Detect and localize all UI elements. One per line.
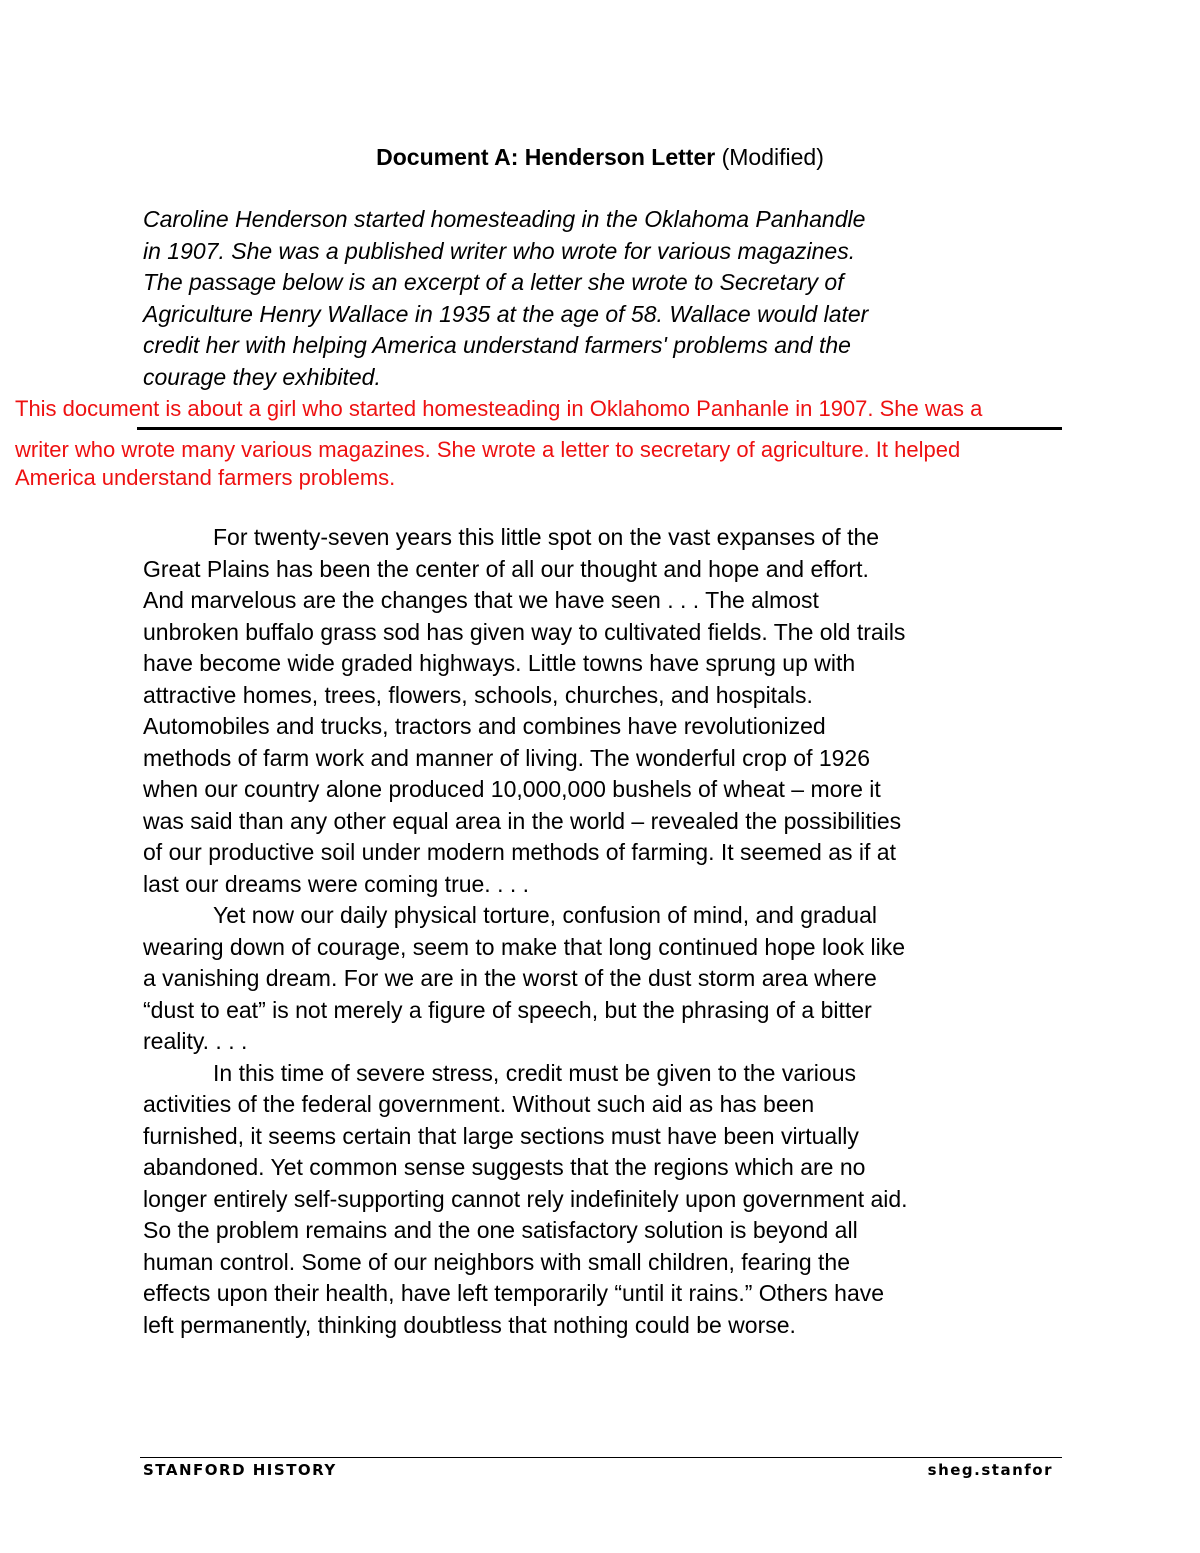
letter-line: unbroken buffalo grass sod has given way to cultivated fields. The old trails bbox=[143, 618, 906, 645]
letter-line: longer entirely self-supporting cannot rely indefinitely upon government aid. bbox=[143, 1185, 908, 1212]
letter-line: was said than any other equal area in the world – revealed the possibilities bbox=[143, 807, 902, 834]
letter-line: abandoned. Yet common sense suggests that the regions which are no bbox=[143, 1154, 866, 1180]
title-main: Document A: Henderson Letter bbox=[376, 144, 716, 170]
intro-line: credit her with helping America understand farmers' problems and the bbox=[143, 332, 851, 358]
letter-line: last our dreams were coming true. . . . bbox=[143, 870, 530, 897]
intro-line: courage they exhibited. bbox=[143, 363, 381, 390]
letter-line: Automobiles and trucks, tractors and combines have revolutionized bbox=[143, 713, 826, 739]
letter-line: In this time of severe stress, credit must be given to the various bbox=[213, 1059, 857, 1086]
letter-line: For twenty-seven years this little spot on the vast expanses of the bbox=[213, 524, 880, 550]
letter-line: Yet now our daily physical torture, confusion of mind, and gradual bbox=[213, 902, 877, 928]
letter-paragraph-2 bbox=[143, 900, 1063, 1058]
letter-excerpt bbox=[143, 522, 1063, 1341]
letter-line: when our country alone produced 10,000,000 bushels of wheat – more it bbox=[143, 776, 881, 802]
letter-line: left permanently, thinking doubtless that nothing could be worse. bbox=[143, 1311, 796, 1338]
footer-divider bbox=[140, 1457, 1062, 1458]
intro-line: Caroline Henderson started homesteading in the Oklahoma Panhandle bbox=[143, 206, 866, 232]
letter-line: wearing down of courage, seem to make that long continued hope look like bbox=[143, 933, 906, 960]
footer-left-label: STANFORD HISTORY bbox=[143, 1461, 337, 1479]
letter-line: furnished, it seems certain that large sections must have been virtually bbox=[143, 1122, 859, 1149]
annotation-line-2: writer who wrote many various magazines. She wrote a letter to secretary of agriculture. It helped bbox=[15, 437, 961, 462]
letter-paragraph-3 bbox=[143, 1058, 1063, 1342]
letter-line: Great Plains has been the center of all our thought and hope and effort. bbox=[143, 555, 869, 582]
document-title bbox=[0, 142, 1200, 172]
letter-line: human control. Some of our neighbors with small children, fearing the bbox=[143, 1248, 850, 1275]
letter-line: a vanishing dream. For we are in the worst of the dust storm area where bbox=[143, 965, 877, 991]
title-suffix: (Modified) bbox=[721, 144, 824, 170]
letter-line: “dust to eat” is not merely a figure of speech, but the phrasing of a bitter bbox=[143, 996, 872, 1023]
intro-line: Agriculture Henry Wallace in 1935 at the age of 58. Wallace would later bbox=[143, 300, 869, 327]
letter-line: have become wide graded highways. Little towns have sprung up with bbox=[143, 650, 856, 676]
letter-line: activities of the federal government. Without such aid as has been bbox=[143, 1091, 815, 1117]
letter-line: And marvelous are the changes that we have seen . . . The almost bbox=[143, 587, 819, 613]
intro-line: in 1907. She was a published writer who wrote for various magazines. bbox=[143, 237, 856, 264]
annotation-line-3: America understand farmers problems. bbox=[15, 465, 396, 490]
letter-line: reality. . . . bbox=[143, 1028, 248, 1054]
letter-paragraph-1 bbox=[143, 522, 1063, 900]
divider-line bbox=[137, 427, 1062, 430]
letter-line: So the problem remains and the one satisfactory solution is beyond all bbox=[143, 1217, 858, 1243]
letter-line: methods of farm work and manner of living. The wonderful crop of 1926 bbox=[143, 744, 871, 771]
intro-line: The passage below is an excerpt of a letter she wrote to Secretary of bbox=[143, 269, 844, 295]
footer-right-label: sheg.stanfor bbox=[927, 1461, 1053, 1479]
annotation-line-1: This document is about a girl who started homesteading in Oklahomo Panhanle in 1907. She was a bbox=[15, 396, 983, 421]
letter-line: attractive homes, trees, flowers, schools, churches, and hospitals. bbox=[143, 681, 813, 708]
letter-line: effects upon their health, have left temporarily “until it rains.” Others have bbox=[143, 1280, 885, 1306]
intro-paragraph bbox=[143, 204, 1043, 393]
letter-line: of our productive soil under modern methods of farming. It seemed as if at bbox=[143, 839, 896, 865]
